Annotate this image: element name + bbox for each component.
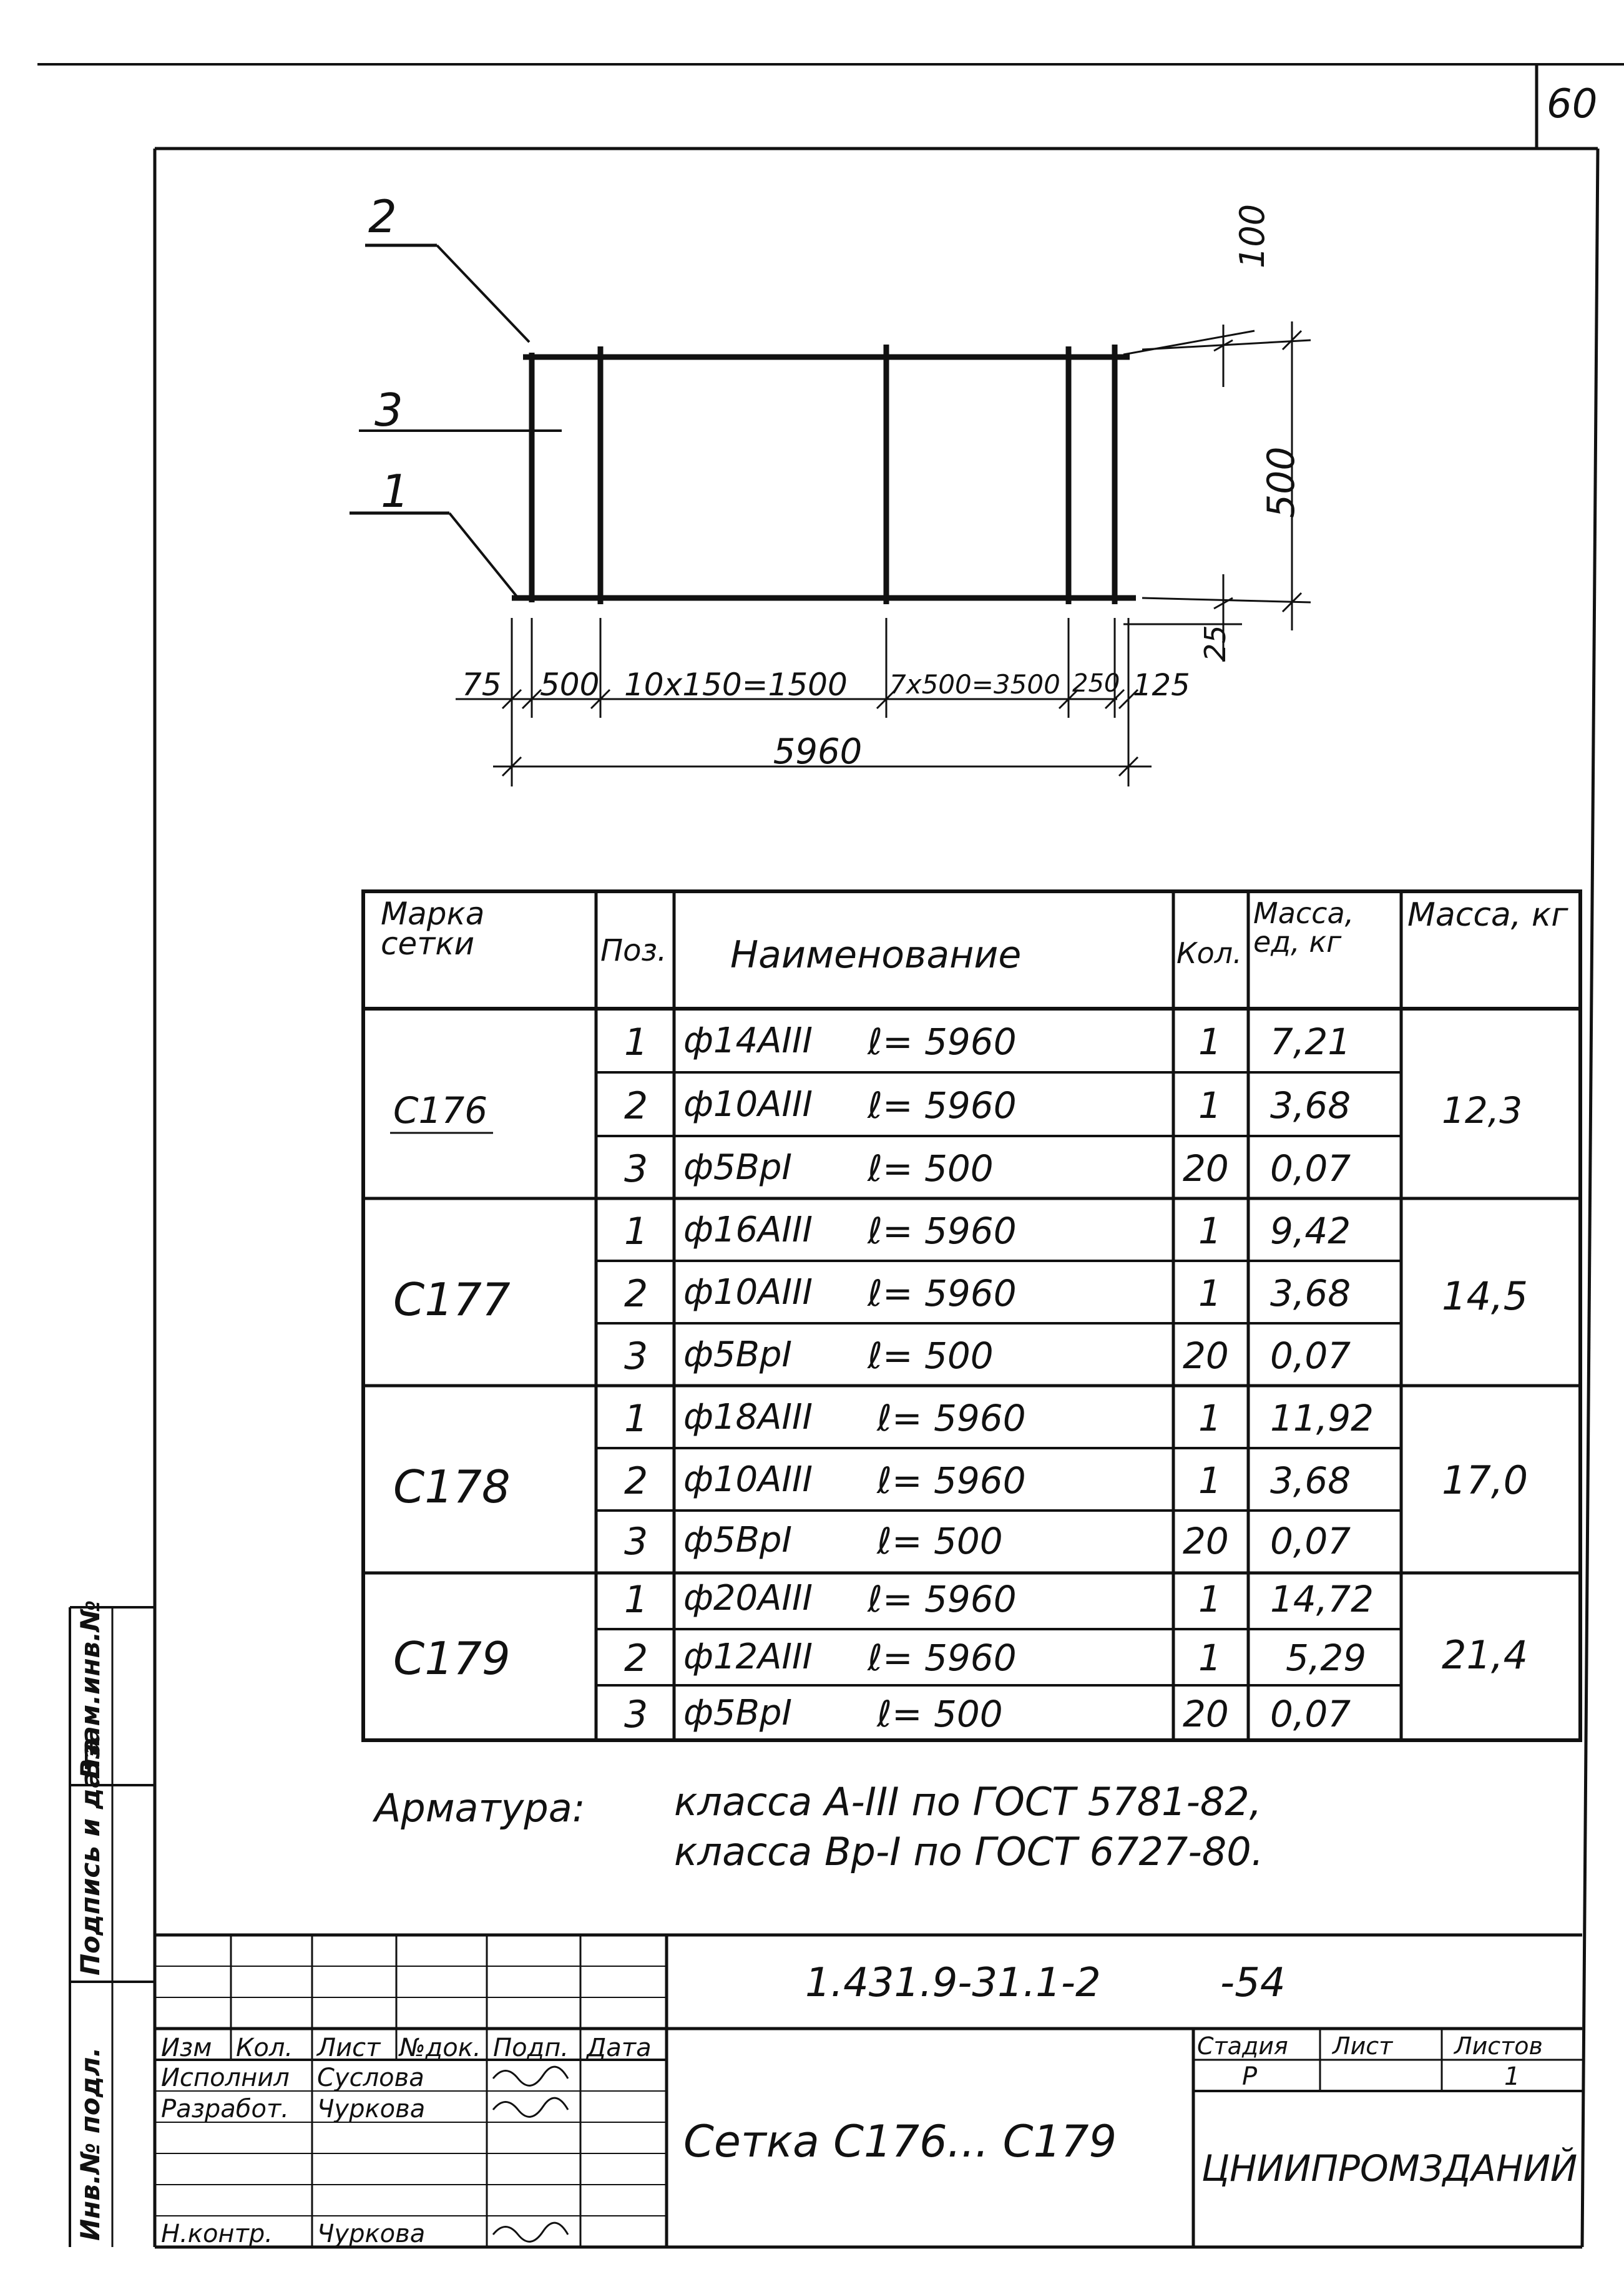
mass-c179: 21,4: [1442, 1632, 1529, 1678]
sheet-label: Лист: [1333, 2032, 1393, 2060]
bar: ф18АIII: [683, 1397, 813, 1437]
header-name: Наименование: [730, 933, 1022, 977]
document-code: 1.431.9-31.1-2: [805, 1960, 1101, 2006]
drawing-title: Сетка С176... С179: [683, 2116, 1117, 2167]
unit-mass: 9,42: [1270, 1210, 1351, 1252]
header-unit-mass: Масса, ед, кг: [1253, 896, 1354, 959]
pos: 3: [624, 1693, 648, 1736]
header-pos: Поз.: [600, 933, 667, 968]
tb-role: Н.контр.: [161, 2220, 273, 2248]
dim-500: 500: [1260, 446, 1303, 518]
dim-100: 100: [1233, 203, 1272, 268]
tb-role: Исполнил: [161, 2064, 290, 2092]
tb-header-kol: Кол.: [236, 2034, 293, 2062]
bar: ф20АIII: [683, 1578, 813, 1619]
tb-name: Чуркова: [317, 2220, 426, 2248]
callout-2: 2: [368, 190, 397, 243]
pos: 3: [624, 1147, 648, 1191]
tb-header-podp: Подп.: [493, 2034, 569, 2062]
bar: ф12АIII: [683, 1637, 813, 1677]
unit-mass: 3,68: [1270, 1459, 1351, 1502]
mass-c176: 12,3: [1442, 1089, 1523, 1132]
tb-header-ndok: №док.: [399, 2034, 481, 2062]
pos: 1: [624, 1021, 648, 1064]
notes-line-1: класса А-III по ГОСТ 5781-82,: [674, 1779, 1262, 1824]
dim-7x500: 7x500=3500: [889, 669, 1060, 700]
notes-label: Арматура:: [374, 1785, 585, 1831]
unit-mass: 0,07: [1270, 1693, 1351, 1735]
unit-mass: 3,68: [1270, 1272, 1351, 1315]
qty: 1: [1198, 1021, 1221, 1063]
mass-c177: 14,5: [1442, 1273, 1529, 1319]
tb-name: Суслова: [317, 2064, 424, 2092]
side-stamp-replace-inv: Взам.инв.№: [75, 1600, 105, 1779]
bar: ф10АIII: [683, 1272, 813, 1313]
tb-header-data: Дата: [587, 2034, 652, 2062]
unit-mass: 3,68: [1270, 1084, 1351, 1127]
bar: ф5ВрI: [683, 1520, 792, 1560]
unit-mass: 14,72: [1270, 1578, 1374, 1620]
unit-mass: 5,29: [1286, 1637, 1367, 1679]
length: ℓ= 5960: [877, 1459, 1026, 1502]
header-mark: Марка сетки: [381, 896, 485, 962]
length: ℓ= 5960: [868, 1637, 1017, 1679]
stage-label: Стадия: [1197, 2032, 1288, 2060]
length: ℓ= 500: [877, 1693, 1003, 1735]
unit-mass: 0,07: [1270, 1147, 1351, 1190]
length: ℓ= 5960: [868, 1578, 1017, 1620]
dim-5960: 5960: [773, 732, 863, 772]
bar: ф14АIII: [683, 1021, 813, 1061]
pos: 1: [624, 1210, 648, 1253]
pos: 2: [624, 1272, 648, 1316]
length: ℓ= 500: [877, 1520, 1003, 1562]
dim-250: 250: [1072, 669, 1120, 698]
tb-name: Чуркова: [317, 2095, 426, 2123]
length: ℓ= 500: [868, 1147, 994, 1190]
dim-25: 25: [1198, 625, 1232, 662]
bar: ф5ВрI: [683, 1334, 792, 1375]
qty: 20: [1183, 1334, 1229, 1377]
mark-c179: С179: [393, 1632, 511, 1685]
document-sheet-code: -54: [1220, 1960, 1286, 2006]
qty: 1: [1198, 1210, 1221, 1252]
dim-500-h: 500: [540, 667, 600, 703]
sheets-label: Листов: [1454, 2032, 1543, 2060]
dim-75: 75: [462, 667, 502, 703]
pos: 2: [624, 1084, 648, 1128]
sheets-value: 1: [1504, 2062, 1520, 2091]
unit-mass: 0,07: [1270, 1520, 1351, 1562]
length: ℓ= 5960: [868, 1021, 1017, 1063]
qty: 1: [1198, 1459, 1221, 1502]
bar: ф5ВрI: [683, 1147, 792, 1188]
organization: ЦНИИПРОМЗДАНИЙ: [1201, 2147, 1578, 2190]
pos: 1: [624, 1578, 648, 1622]
qty: 20: [1183, 1147, 1229, 1190]
qty: 1: [1198, 1637, 1221, 1679]
pos: 2: [624, 1637, 648, 1680]
header-mass: Масса, кг: [1407, 896, 1568, 934]
tb-header-list: Лист: [317, 2034, 381, 2062]
length: ℓ= 5960: [868, 1084, 1017, 1127]
mark-c176: С176: [393, 1089, 488, 1132]
mark-c178: С178: [393, 1461, 511, 1513]
bar: ф10АIII: [683, 1459, 813, 1500]
tb-header-izm: Изм: [161, 2034, 212, 2062]
qty: 1: [1198, 1272, 1221, 1315]
bar: ф10АIII: [683, 1084, 813, 1125]
length: ℓ= 500: [868, 1334, 994, 1377]
length: ℓ= 5960: [868, 1272, 1017, 1315]
dim-10x150: 10x150=1500: [624, 667, 848, 703]
qty: 1: [1198, 1578, 1221, 1620]
qty: 1: [1198, 1084, 1221, 1127]
dim-125: 125: [1133, 668, 1190, 703]
callout-3: 3: [374, 384, 403, 436]
pos: 1: [624, 1397, 648, 1441]
unit-mass: 0,07: [1270, 1334, 1351, 1377]
mass-c178: 17,0: [1442, 1457, 1529, 1503]
stage-value: Р: [1242, 2062, 1258, 2091]
qty: 1: [1198, 1397, 1221, 1439]
unit-mass: 11,92: [1270, 1397, 1374, 1439]
side-stamp-inv-orig: Инв.№ подл.: [75, 2047, 105, 2241]
unit-mass: 7,21: [1270, 1021, 1351, 1063]
header-qty: Кол.: [1176, 936, 1242, 970]
pos: 3: [624, 1520, 648, 1564]
length: ℓ= 5960: [868, 1210, 1017, 1252]
qty: 20: [1183, 1693, 1229, 1735]
pos: 2: [624, 1459, 648, 1503]
bar: ф5ВрI: [683, 1693, 792, 1733]
pos: 3: [624, 1334, 648, 1378]
tb-role: Разработ.: [161, 2095, 289, 2123]
sheet-number: 60: [1547, 81, 1598, 127]
length: ℓ= 5960: [877, 1397, 1026, 1439]
qty: 20: [1183, 1520, 1229, 1562]
notes-line-2: класса Вр-I по ГОСТ 6727-80.: [674, 1829, 1264, 1874]
bar: ф16АIII: [683, 1210, 813, 1250]
side-stamp-sign-date: Подпись и дата: [75, 1737, 105, 1976]
mark-c177: С177: [393, 1273, 511, 1326]
callout-1: 1: [381, 465, 409, 517]
